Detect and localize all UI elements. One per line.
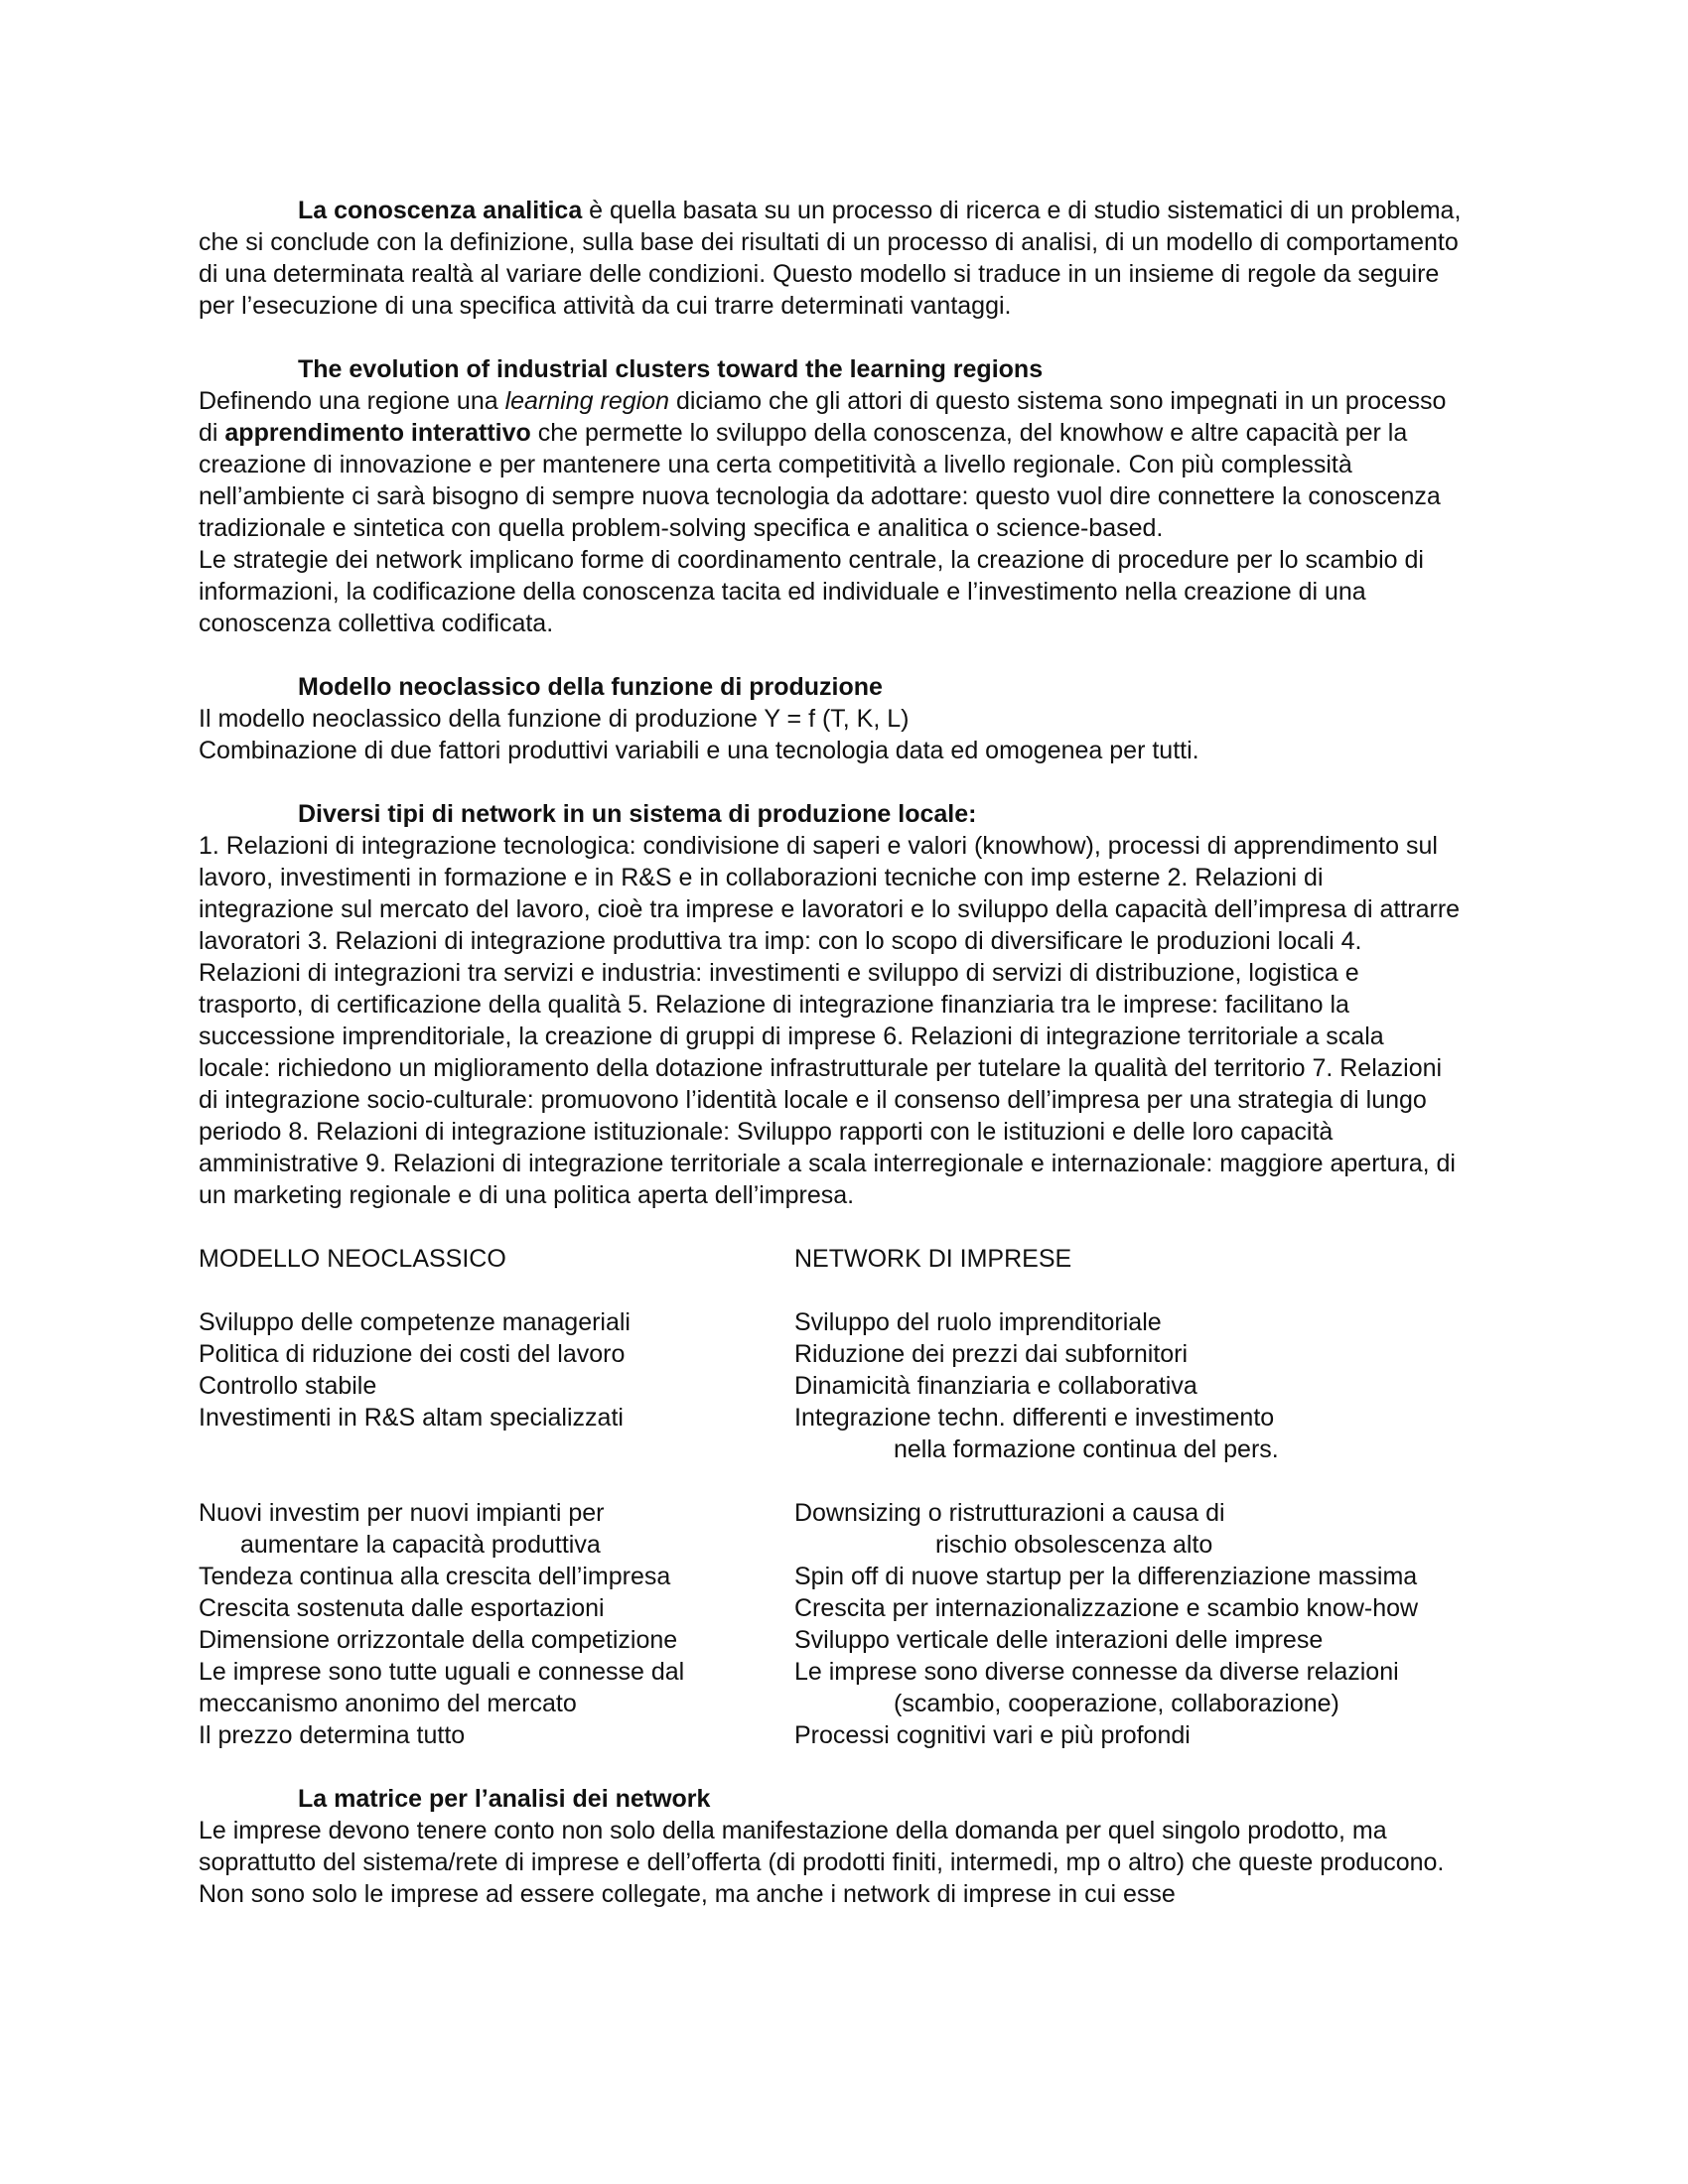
table-cell: Tendeza continua alla crescita dell’impresa [199,1563,671,1590]
table-cell: nella formazione continua del pers. [894,1435,1279,1463]
table-cell: Politica di riduzione dei costi del lavoro [199,1340,626,1368]
text-span: Definendo una regione una [199,387,505,415]
table-cell: Spin off di nuove startup per la differenziazione massima [794,1563,1418,1590]
table-cell: Riduzione dei prezzi dai subfornitori [794,1340,1189,1368]
table-cell: Integrazione techn. differenti e investimento [794,1404,1275,1432]
table-cell: Dinamicità finanziaria e collaborativa [794,1372,1197,1400]
comparison-table [199,1243,1462,1751]
table-cell: Il prezzo determina tutto [199,1721,466,1749]
paragraph-tipi-network: 1. Relazioni di integrazione tecnologica: condivisione di saperi e valori (knowhow), processi di apprendimento sul lavoro, investimenti in formazione e in R&S e in collaborazioni tecniche con imp esterne 2. Relazioni di integrazione sul mercato del lavoro, cioè tra imprese e lavoratori e lo sviluppo della capacità dell’impresa di attrarre lavoratori 3. Relazioni di integrazione produttiva tra imp: con lo scopo di diversificare le produzioni locali 4. Relazioni di integrazioni tra servizi e industria: investimenti e sviluppo di servizi di distribuzione, logistica e trasporto, di certificazione della qualità 5. Relazione di integrazione finanziaria tra le imprese: facilitano la successione imprenditoriale, la creazione di gruppi di imprese 6. Relazioni di integrazione territoriale a scala locale: richiedono un miglioramento della dotazione infrastrutturale per tutelare la qualità del territorio 7. Relazioni di integrazione socio-culturale: promuovono l’identità locale e il consenso dell’impresa per una strategia di lungo periodo 8. Relazioni di integrazione istituzionale: Sviluppo rapporti con le istituzioni e delle loro capacità amministrative 9. Relazioni di integrazione territoriale a scala interregionale e internazionale: maggiore apertura, di un marketing regionale e di una politica aperta dell’impresa. [199,832,1461,1209]
table-row [199,1656,1462,1688]
heading-matrice-network: La matrice per l’analisi dei network [298,1785,711,1813]
table-cell: rischio obsolescenza alto [935,1531,1213,1559]
table-cell: meccanismo anonimo del mercato [199,1690,577,1717]
line-funzione-produzione: Il modello neoclassico della funzione di produzione Y = f (T, K, L) [199,705,910,733]
table-cell: (scambio, cooperazione, collaborazione) [894,1690,1339,1717]
column-header-neoclassico: MODELLO NEOCLASSICO [199,1245,506,1273]
term-conoscenza-analitica: La conoscenza analitica [298,197,583,224]
table-cell: Nuovi investim per nuovi impianti per [199,1499,605,1527]
text-span: diciamo che gli attori di questo sistema sono impegnati in un processo di [199,387,1447,447]
table-row [199,1529,1462,1561]
table-row [199,1338,1462,1370]
paragraph-matrice-network: Le imprese devono tenere conto non solo della manifestazione della domanda per quel singolo prodotto, ma soprattutto del sistema/rete di imprese e dell’offerta (di prodotti finiti, intermedi, mp o altro) che queste producono. Non sono solo le imprese ad essere collegate, ma anche i network di imprese in cui esse [199,1817,1445,1908]
table-cell: Investimenti in R&S altam specializzati [199,1404,624,1432]
table-cell: Downsizing o ristrutturazioni a causa di [794,1499,1225,1527]
table-cell: Sviluppo del ruolo imprenditoriale [794,1308,1162,1336]
term-apprendimento-interattivo: apprendimento interattivo [224,419,531,447]
table-cell: Le imprese sono diverse connesse da diverse relazioni [794,1658,1399,1686]
heading-modello-neoclassico: Modello neoclassico della funzione di produzione [298,673,883,701]
line-combinazione-fattori: Combinazione di due fattori produttivi variabili e una tecnologia data ed omogenea per tutti. [199,737,1199,764]
table-cell-empty [199,1433,794,1465]
paragraph-network-strategies: Le strategie dei network implicano forme di coordinamento centrale, la creazione di procedure per lo scambio di informazioni, la codificazione della conoscenza tacita ed individuale e l’investimento nella creazione di una conoscenza collettiva codificata. [199,546,1424,637]
text-span: che permette lo sviluppo della conoscenza, del knowhow e altre capacità per la creazione di innovazione e per mantenere una certa competitività a livello regionale. Con più complessità nell’ambiente ci sarà bisogno di sempre nuova tecnologia da adottare: questo vuol dire connettere la conoscenza tradizionale e sintetica con quella problem-solving specifica e analitica o science-based. [199,419,1441,542]
table-row [199,1592,1462,1624]
table-cell: Sviluppo verticale delle interazioni delle imprese [794,1626,1324,1654]
paragraph-text: è quella basata su un processo di ricerca e di studio sistematici di un problema, che si conclude con la definizione, sulla base dei risultati di un processo di analisi, di un modello di comportamento di una determinata realtà al variare delle condizioni. Questo modello si traduce in un insieme di regole da seguire per l’esecuzione di una specifica attività da cui trarre determinati vantaggi. [199,197,1462,320]
table-row [199,1370,1462,1402]
table-cell: aumentare la capacità produttiva [240,1531,601,1559]
heading-learning-regions: The evolution of industrial clusters toward the learning regions [298,355,1044,383]
table-row [199,1402,1462,1433]
table-row [199,1719,1462,1751]
table-cell: Controllo stabile [199,1372,377,1400]
table-row [199,1624,1462,1656]
table-cell: Dimensione orrizzontale della competizione [199,1626,678,1654]
table-cell: Le imprese sono tutte uguali e connesse dal [199,1658,685,1686]
table-header-row [199,1243,1462,1275]
table-cell: Sviluppo delle competenze manageriali [199,1308,631,1336]
table-row [199,1433,1462,1465]
paragraph-conoscenza-analitica [199,195,1462,322]
paragraph-learning-region [199,385,1462,544]
table-cell: Processi cognitivi vari e più profondi [794,1721,1191,1749]
column-header-network: NETWORK DI IMPRESE [794,1245,1072,1273]
heading-tipi-network: Diversi tipi di network in un sistema di produzione locale: [298,800,977,828]
table-cell: Crescita sostenuta dalle esportazioni [199,1594,605,1622]
table-row [199,1306,1462,1338]
table-cell: Crescita per internazionalizzazione e scambio know-how [794,1594,1419,1622]
table-row [199,1688,1462,1719]
term-learning-region: learning region [504,387,669,415]
table-row [199,1561,1462,1592]
table-row [199,1497,1462,1529]
